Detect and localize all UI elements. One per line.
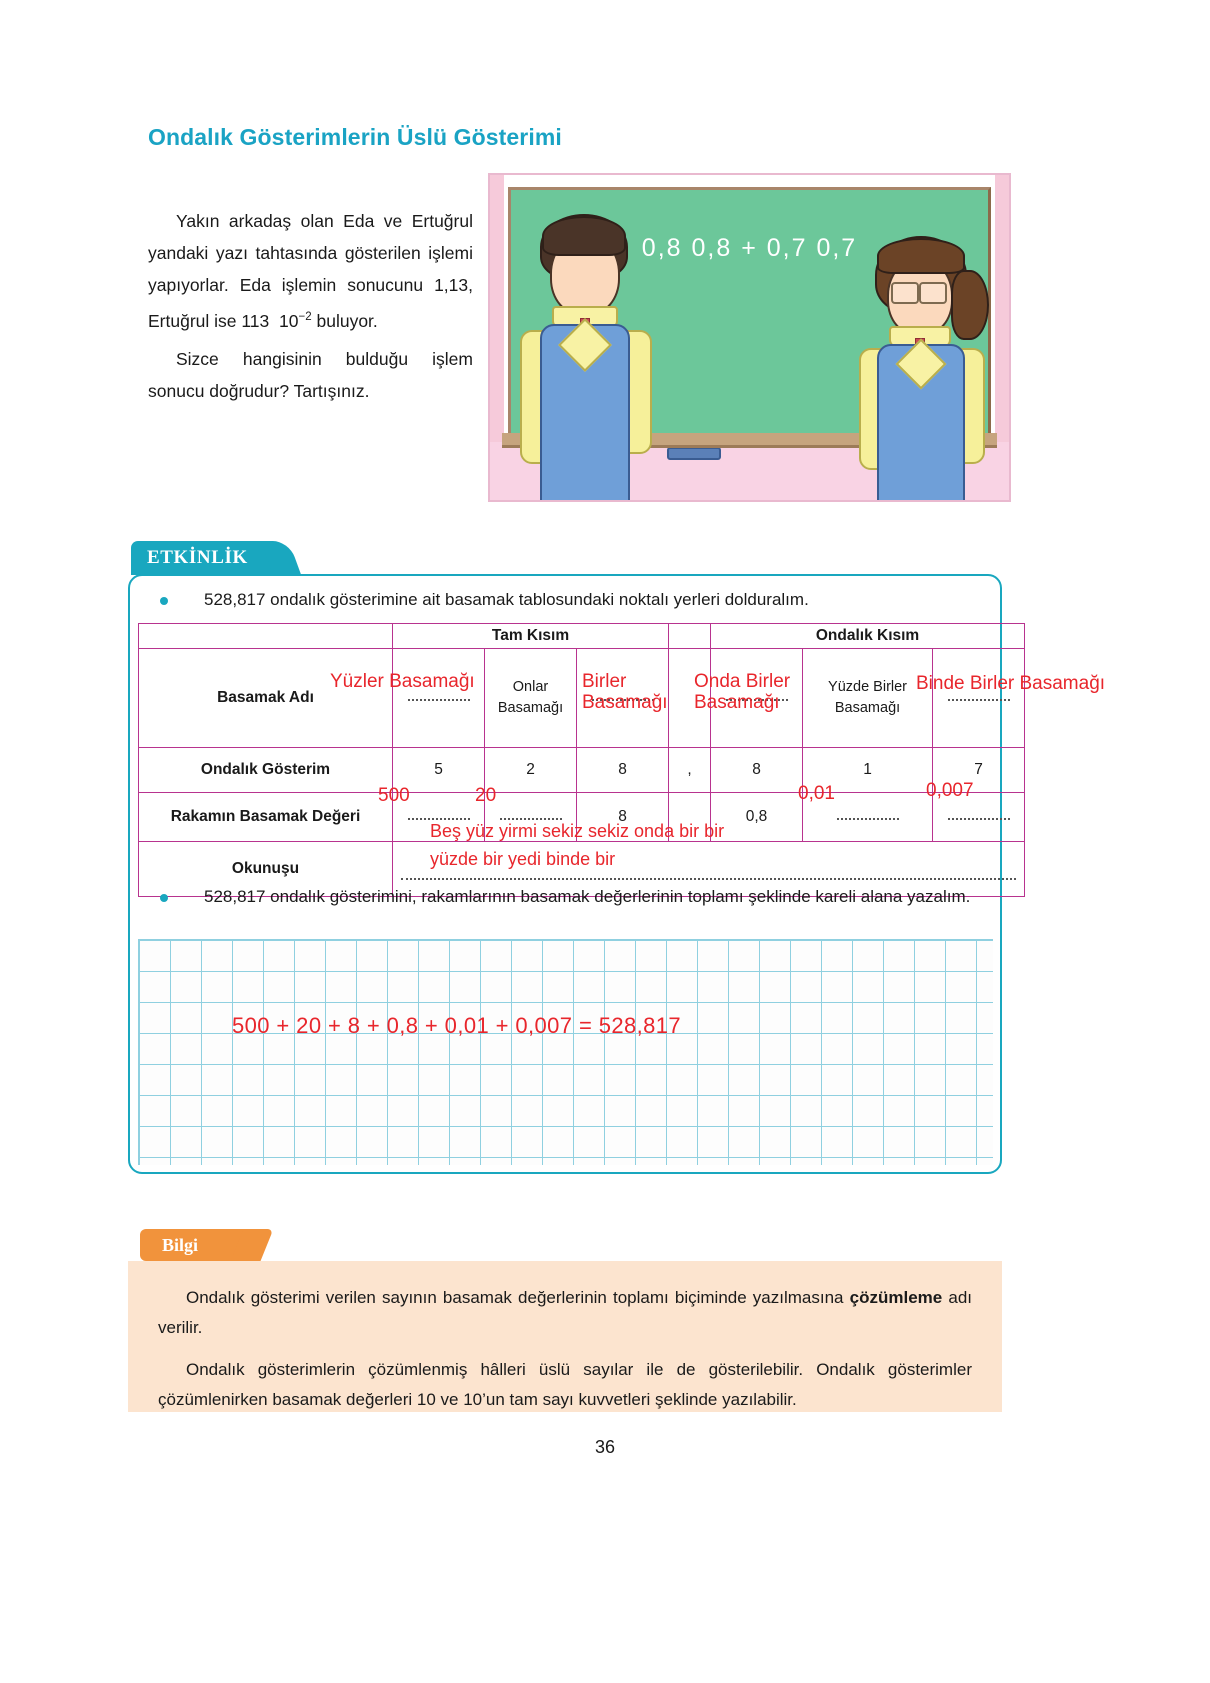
- info-box: [128, 1261, 1002, 1412]
- cell-place-name-ones: [577, 649, 669, 748]
- handwritten-place-value-hundredths: 0,01: [798, 783, 835, 804]
- boy-fringe: [542, 216, 626, 256]
- handwritten-reading-line-2: yüzde bir yedi binde bir: [430, 849, 616, 869]
- cell-place-name-tens: [485, 649, 577, 748]
- girl-glasses-left-lens: [891, 282, 919, 304]
- bullet-dot-icon: [160, 597, 168, 605]
- activity-bullet-2-text: 528,817 ondalık gösterimini, rakamlarının basamak değerlerinin toplamı şeklinde kareli alana yazalım.: [204, 887, 971, 906]
- student-girl-figure: [853, 230, 993, 500]
- blank-dots-pv-hundredths: [837, 817, 899, 820]
- place-value-hundreds: [393, 793, 485, 842]
- blank-dots-tenths: [726, 698, 788, 701]
- table-row-group-headers: [139, 624, 1025, 649]
- blank-dots-ones: [592, 698, 654, 701]
- place-name-hundredths-line1: Yüzde Birler: [828, 679, 908, 695]
- table-row-decimal-notation: [139, 748, 1025, 793]
- handwritten-place-name-ones: Birler Basamağı: [582, 671, 668, 713]
- blank-dots-reading: [401, 877, 1015, 880]
- digit-ones: 8: [577, 748, 669, 793]
- place-name-hundredths-line2: Basamağı: [834, 700, 901, 716]
- bullet-dot-icon-2: [160, 894, 168, 902]
- info-paragraph-2: Ondalık gösterimlerin çözümlenmiş hâlleri üslü sayılar ile de gösterilebilir. Ondalık gösterimler çözümlenirken basamak değerleri 10 ve 10’un tam sayı kuvvetleri şeklinde yazılabilir.: [158, 1360, 972, 1409]
- table-row-place-names: [139, 649, 1025, 748]
- activity-bullet-2: [160, 884, 990, 910]
- handwritten-place-name-thousandths: Binde Birler Basamağı: [916, 673, 1106, 694]
- page-number: 36: [594, 1437, 616, 1457]
- digit-tens: 2: [485, 748, 577, 793]
- activity-tab: [131, 541, 281, 575]
- place-name-tens-line1: Onlar: [512, 679, 549, 695]
- handwritten-place-name-hundreds: Yüzler Basamağı: [330, 671, 475, 692]
- girl-ponytail: [951, 270, 989, 340]
- cell-place-name-hundreds: [393, 649, 485, 748]
- blank-dots-hundreds: [408, 698, 470, 701]
- place-value-thousandths: [933, 793, 1025, 842]
- blank-dots-thousandths: [948, 698, 1010, 701]
- place-value-comma: [669, 793, 711, 842]
- group-header-integer: Tam Kısım: [393, 624, 669, 649]
- page-title: Ondalık Gösterimlerin Üslü Gösterimi: [148, 124, 562, 150]
- cell-place-name-comma: [669, 649, 711, 748]
- intro-text-block: [148, 205, 473, 413]
- activity-tab-label: ETKİNLİK: [147, 547, 248, 568]
- handwritten-grid-equation: 500 + 20 + 8 + 0,8 + 0,01 + 0,007 = 528,817: [232, 1013, 682, 1038]
- digit-hundreds: 5: [393, 748, 485, 793]
- group-header-comma-spacer: [669, 624, 711, 649]
- blank-dots-pv-tens: [500, 817, 562, 820]
- squared-answer-grid[interactable]: [138, 939, 993, 1165]
- blank-dots-pv-hundreds: [408, 817, 470, 820]
- digit-thousandths: 7: [933, 748, 1025, 793]
- blank-dots-pv-thousandths: [948, 817, 1010, 820]
- handwritten-place-value-tens: 20: [475, 785, 497, 806]
- group-header-spacer: [139, 624, 393, 649]
- activity-bullet-1-text: 528,817 ondalık gösterimine ait basamak tablosundaki noktalı yerleri dolduralım.: [204, 590, 809, 609]
- place-value-ones: 8: [577, 793, 669, 842]
- cell-place-name-hundredths: [803, 649, 933, 748]
- group-header-decimal: Ondalık Kısım: [711, 624, 1025, 649]
- handwritten-place-name-tenths: Onda Birler Basamağı: [694, 671, 791, 713]
- info-paragraph-1: [158, 1283, 972, 1343]
- intro-paragraph-1-a: Yakın arkadaş olan Eda ve Ertuğrul yandaki yazı tahtasında gösterilen işlemi yapıyorlar. Eda işlemin sonucunu 1,13, Ertuğrul ise 113: [148, 211, 473, 331]
- handwritten-place-value-thousandths: 0,007: [926, 780, 974, 801]
- student-boy-figure: [512, 200, 662, 500]
- digit-hundredths: 1: [803, 748, 933, 793]
- place-value-tenths: 0,8: [711, 793, 803, 842]
- row-label-decimal-notation: Ondalık Gösterim: [139, 748, 393, 793]
- info-paragraph-1-a: Ondalık gösterimi verilen sayının basamak değerlerinin toplamı biçiminde yazılmasına: [186, 1288, 850, 1307]
- intro-paragraph-1-b: buluyor.: [316, 310, 378, 331]
- handwritten-place-value-hundreds: 500: [378, 785, 410, 806]
- digit-comma: ,: [669, 748, 711, 793]
- table-row-place-values: [139, 793, 1025, 842]
- power-exponent: −2: [298, 311, 312, 323]
- cell-place-name-thousandths: [933, 649, 1025, 748]
- digit-tenths: 8: [711, 748, 803, 793]
- place-value-hundredths: [803, 793, 933, 842]
- intro-paragraph-2: Sizce hangisinin bulduğu işlem sonucu doğrudur? Tartışınız.: [148, 348, 473, 401]
- girl-glasses-right-lens: [919, 282, 947, 304]
- place-name-tens-line2: Basamağı: [497, 700, 564, 716]
- classroom-illustration: [488, 173, 1011, 502]
- intro-paragraph-1: [148, 205, 473, 337]
- handwritten-reading-line-1: Beş yüz yirmi sekiz sekiz onda bir bir: [430, 821, 725, 841]
- chalkboard-expression: 0,8 0,8 + 0,7 0,7: [641, 234, 858, 262]
- info-tab: [140, 1229, 252, 1261]
- info-keyword-bold: çözümleme: [849, 1288, 943, 1307]
- row-label-reading: Okunuşu: [139, 842, 393, 897]
- place-value-tens: [485, 793, 577, 842]
- activity-bullet-1: [160, 587, 980, 613]
- place-value-table: [138, 623, 1106, 897]
- row-label-place-value: Rakamın Basamak Değeri: [139, 793, 393, 842]
- info-tab-label: Bilgi: [162, 1234, 199, 1255]
- power-base: 10: [279, 310, 299, 331]
- cell-place-name-tenths: [711, 649, 803, 748]
- row-label-place-name: Basamak Adı: [139, 649, 393, 748]
- info-paragraph-1-b: adı verilir.: [158, 1288, 972, 1337]
- girl-fringe: [877, 238, 965, 274]
